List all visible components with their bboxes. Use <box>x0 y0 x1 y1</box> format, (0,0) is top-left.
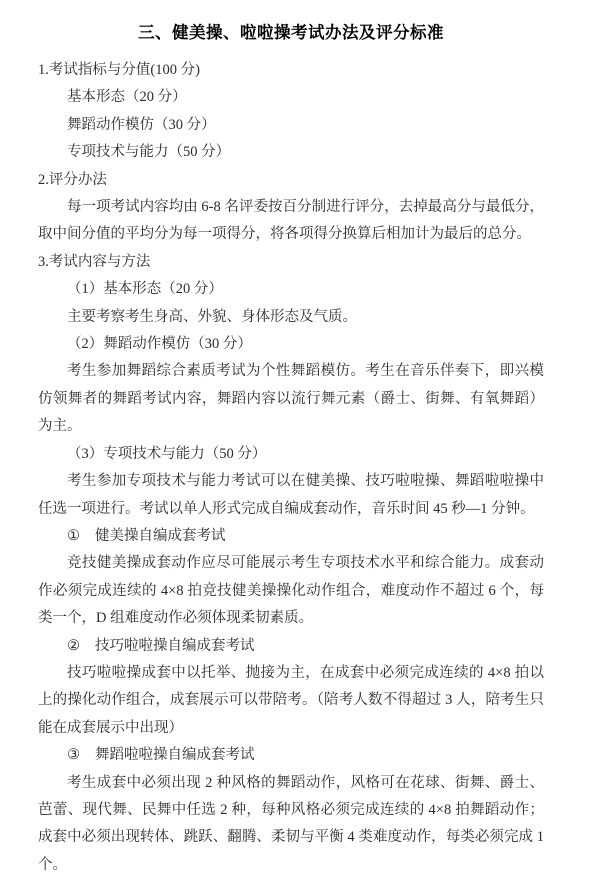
circled-item-stunt-cheer <box>38 633 544 660</box>
section-heading-exam-indicators: 1.考试指标与分值(100 分) <box>38 62 200 78</box>
circled-item-aerobics <box>38 523 544 550</box>
score-item-special-skill: 专项技术与能力（50 分） <box>67 144 231 161</box>
circled-item-label: 技巧啦啦操自编成套考试 <box>95 637 255 654</box>
paragraph-dance-cheer-routine: 考生成套中必须出现 2 种风格的舞蹈动作，风格可在花球、街舞、爵士、芭蕾、现代舞、民舞中任选 2 种，每种风格必须完成连续的 4×8 拍舞蹈动作；成套中必须出现转体、跳跃、翻腾、柔韧与平衡 4 类难度动作，每类必须完成 1 个。 <box>38 774 544 873</box>
circled-item-label: 健美操自编成套考试 <box>95 527 226 544</box>
document-title: 三、健美操、啦啦操考试办法及评分标准 <box>138 24 444 42</box>
circled-number-2: ② <box>67 637 80 654</box>
paragraph-basic-form: 主要考察考生身高、外貌、身体形态及气质。 <box>67 308 357 325</box>
paragraph-special-skill: 考生参加专项技术与能力考试可以在健美操、技巧啦啦操、舞蹈啦啦操中任选一项进行。考试以单人形式完成自编成套动作，音乐时间 45 秒—1 分钟。 <box>38 473 544 517</box>
score-item-dance-imitation: 舞蹈动作模仿（30 分） <box>67 116 216 133</box>
sub-heading-dance-imitation: （2）舞蹈动作模仿（30 分） <box>67 336 252 353</box>
circled-number-3: ③ <box>67 747 80 764</box>
paragraph-scoring-method: 每一项考试内容均由 6-8 名评委按百分制进行评分，去掉最高分与最低分，取中间分值的平均分为每一项得分，将各项得分换算后相加计为最后的总分。 <box>38 199 544 243</box>
paragraph-stunt-cheer-routine: 技巧啦啦操成套中以托举、抛接为主，在成套中必须完成连续的 4×8 拍以上的操化动作组合，成套展示可以带陪考。（陪考人数不得超过 3 人，陪考生只能在成套展示中出现） <box>38 664 544 736</box>
sub-heading-basic-form: （1）基本形态（20 分） <box>67 281 223 298</box>
section-heading-scoring-method: 2.评分办法 <box>38 171 107 188</box>
sub-heading-special-skill: （3）专项技术与能力（50 分） <box>67 445 267 462</box>
circled-item-dance-cheer <box>38 742 544 769</box>
paragraph-aerobics-routine: 竞技健美操成套动作应尽可能展示考生专项技术水平和综合能力。成套动作必须完成连续的 4×8 拍竞技健美操操化动作组合，难度动作不超过 6 个，每类一个，D 组难度动作必须体现柔韧素质。 <box>38 555 544 627</box>
circled-number-1: ① <box>67 527 80 544</box>
section-heading-exam-content: 3.考试内容与方法 <box>38 253 151 270</box>
paragraph-dance-imitation: 考生参加舞蹈综合素质考试为个性舞蹈模仿。考生在音乐伴奏下，即兴模仿领舞者的舞蹈考试内容，舞蹈内容以流行舞元素（爵士、街舞、有氧舞蹈）为主。 <box>38 363 544 435</box>
circled-item-label: 舞蹈啦啦操自编成套考试 <box>95 747 255 764</box>
score-item-basic-form: 基本形态（20 分） <box>67 89 187 106</box>
